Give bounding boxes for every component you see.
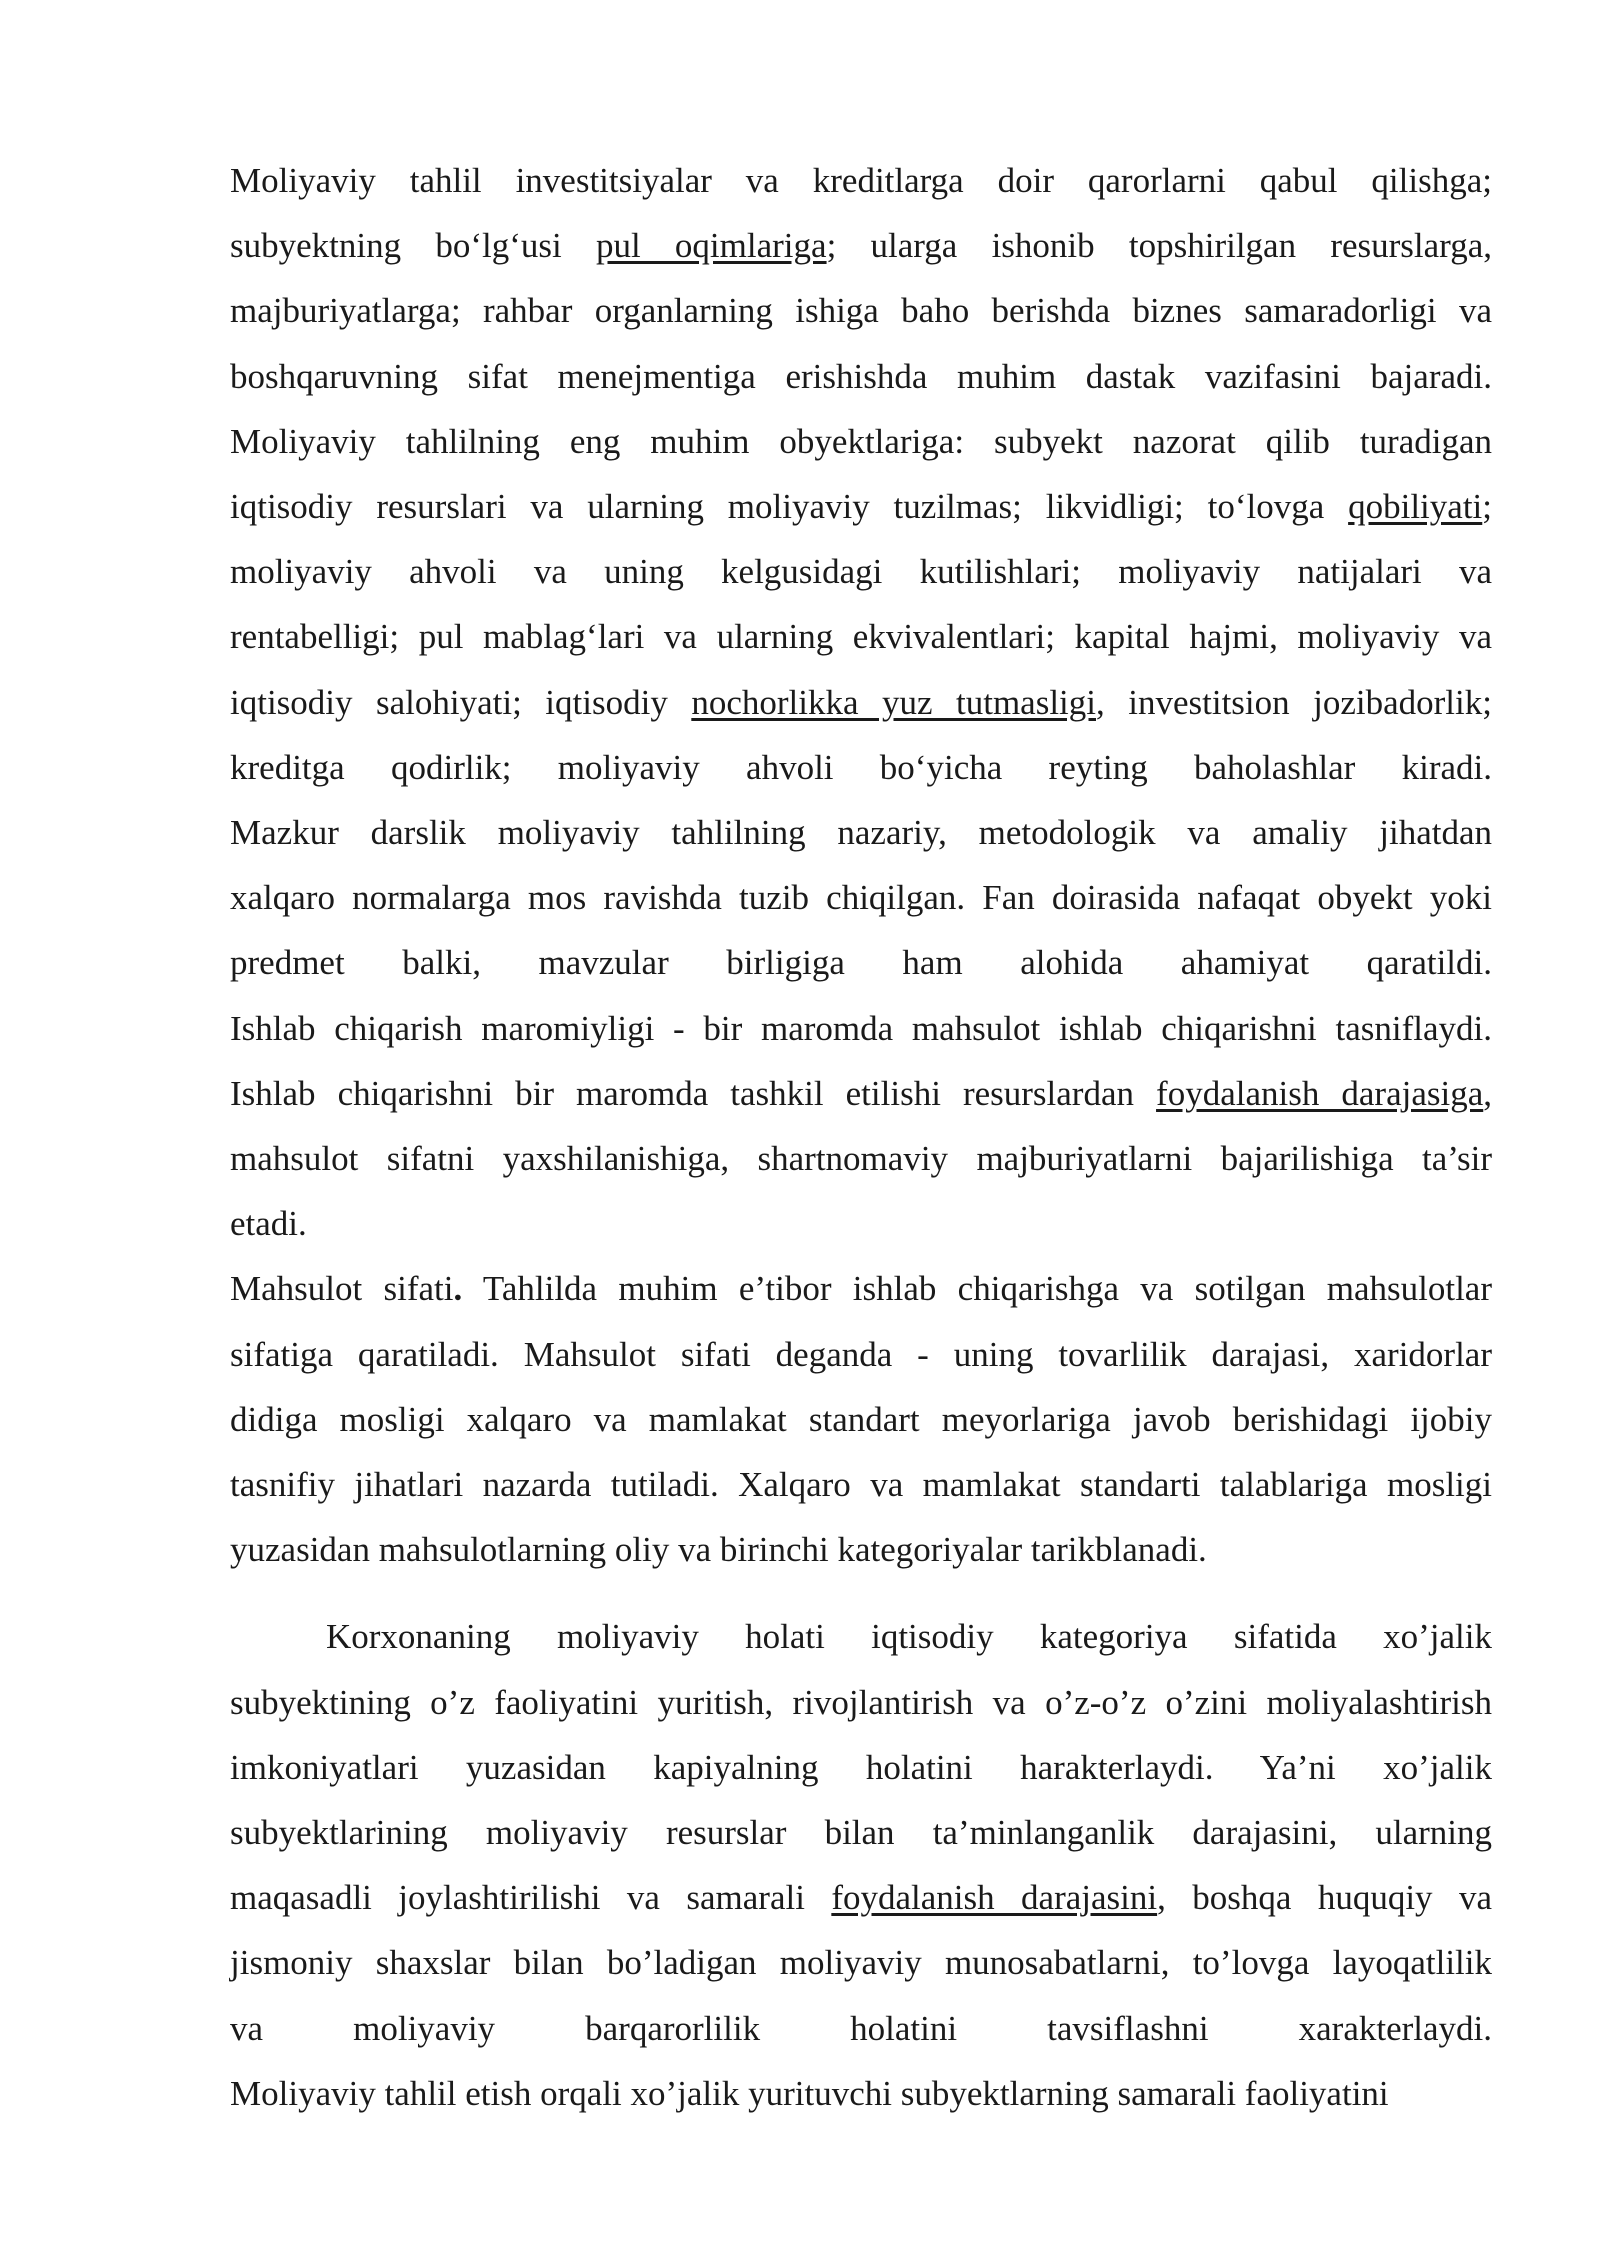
text-line — [230, 604, 1492, 669]
text-run: predmet balki, mavzular birligiga ham alohida ahamiyat qaratildi. — [230, 943, 1492, 983]
text-line — [230, 539, 1492, 604]
text-run: sifatiga qaratiladi. Mahsulot sifati deganda - uning tovarlilik darajasi, xaridorlar — [230, 1334, 1492, 1374]
text-run: imkoniyatlari yuzasidan kapiyalning holatini harakterlaydi. Ya’ni xo’jalik — [230, 1747, 1492, 1787]
text-line — [230, 1126, 1492, 1191]
paragraph — [230, 148, 1492, 1256]
text-line — [230, 1256, 1492, 1321]
text-line — [230, 996, 1492, 1061]
text-run: iqtisodiy resurslari va ularning moliyaviy tuzilmas; likvidligi; to‘lovga — [230, 487, 1349, 527]
text-line — [230, 344, 1492, 409]
text-line — [230, 1996, 1492, 2061]
text-line — [230, 1865, 1492, 1930]
text-run: didiga mosligi xalqaro va mamlakat standart meyorlariga javob berishidagi ijobiy — [230, 1399, 1492, 1439]
text-line — [230, 865, 1492, 930]
text-line — [230, 1930, 1492, 1995]
text-line — [230, 474, 1492, 539]
text-run: Moliyaviy tahlil etish orqali xo’jalik yurituvchi subyektlarning samarali faoliyatini — [230, 2073, 1389, 2113]
text-run: jismoniy shaxslar bilan bo’ladigan moliyaviy munosabatlarni, to’lovga layoqatlilik — [230, 1943, 1492, 1983]
document-page — [230, 148, 1492, 2126]
text-line — [230, 670, 1492, 735]
text-run: Moliyaviy tahlil investitsiyalar va kreditlarga doir qarorlarni qabul qilishga; — [230, 161, 1492, 200]
text-line — [230, 409, 1492, 474]
text-run: boshqaruvning sifat menejmentiga erishishda muhim dastak vazifasini bajaradi. — [230, 356, 1492, 396]
text-run: xalqaro normalarga mos ravishda tuzib chiqilgan. Fan doirasida nafaqat obyekt yoki — [230, 878, 1492, 918]
text-run: maqasadli joylashtirilishi va samarali — [230, 1878, 832, 1918]
text-run: , boshqa huquqiy va — [1157, 1878, 1492, 1918]
text-run: subyektning bo‘lg‘usi — [230, 226, 596, 266]
underlined-term: foydalanish darajasini — [831, 1878, 1158, 1918]
text-line — [230, 2061, 1492, 2126]
text-run: rentabelligi; pul mablag‘lari va ularning ekvivalentlari; kapital hajmi, moliyaviy va — [230, 617, 1492, 657]
text-run: mahsulot sifatni yaxshilanishiga, shartnomaviy majburiyatlarni bajarilishiga ta’sir — [230, 1139, 1492, 1179]
text-run: Tahlilda muhim e’tibor ishlab chiqarishga va sotilgan mahsulotlar — [462, 1269, 1492, 1309]
text-run: moliyaviy ahvoli va uning kelgusidagi kutilishlari; moliyaviy natijalari va — [230, 552, 1492, 592]
bold-run: . — [453, 1269, 463, 1309]
text-run: Ishlab chiqarish maromiyligi - bir maromda mahsulot ishlab chiqarishni tasniflaydi. — [230, 1008, 1492, 1048]
text-line — [230, 1735, 1492, 1800]
text-run: Korxonaning moliyaviy holati iqtisodiy kategoriya sifatida xo’jalik — [326, 1617, 1492, 1657]
text-line — [230, 1191, 1492, 1256]
text-run: subyektining o’z faoliyatini yuritish, rivojlantirish va o’z-o’z o’zini moliyalashtirish — [230, 1682, 1492, 1722]
text-line — [230, 1670, 1492, 1735]
text-run: , investitsion jozibadorlik; — [1096, 682, 1492, 722]
text-run: Mazkur darslik moliyaviy tahlilning nazariy, metodologik va amaliy jihatdan — [230, 813, 1492, 853]
text-run: ; ularga ishonib topshirilgan resurslarga, — [826, 226, 1492, 266]
paragraph — [230, 1256, 1492, 1582]
text-run: yuzasidan mahsulotlarning oliy va birinchi kategoriyalar tarikblanadi. — [230, 1530, 1207, 1570]
text-run: tasnifiy jihatlari nazarda tutiladi. Xalqaro va mamlakat standarti talablariga mosligi — [230, 1465, 1492, 1505]
text-line — [230, 1604, 1492, 1669]
text-line — [230, 1452, 1492, 1517]
text-run: , — [1483, 1073, 1492, 1113]
text-line — [230, 800, 1492, 865]
underlined-term: nochorlikka yuz tutmasligi — [691, 682, 1096, 722]
text-run: Ishlab chiqarishni bir maromda tashkil etilishi resurslardan — [230, 1073, 1157, 1113]
text-line — [230, 148, 1492, 213]
text-run: va moliyaviy barqarorlilik holatini tavsiflashni xarakterlaydi. — [230, 2008, 1492, 2048]
text-run: subyektlarining moliyaviy resurslar bilan ta’minlanganlik darajasini, ularning — [230, 1813, 1492, 1853]
text-line — [230, 1517, 1492, 1582]
text-line — [230, 1322, 1492, 1387]
text-line — [230, 213, 1492, 278]
text-run: iqtisodiy salohiyati; iqtisodiy — [230, 682, 692, 722]
text-run: majburiyatlarga; rahbar organlarning ishiga baho berishda biznes samaradorligi va — [230, 291, 1492, 331]
paragraph — [230, 1604, 1492, 2126]
text-line — [230, 278, 1492, 343]
underlined-term: qobiliyati — [1348, 487, 1483, 527]
text-line — [230, 930, 1492, 995]
text-run: Mahsulot sifati — [230, 1269, 454, 1309]
underlined-term: foydalanish darajasiga — [1156, 1073, 1484, 1113]
text-run: ; — [1482, 487, 1492, 527]
text-line — [230, 1800, 1492, 1865]
text-run: Moliyaviy tahlilning eng muhim obyektlariga: subyekt nazorat qilib turadigan — [230, 421, 1492, 461]
text-line — [230, 1387, 1492, 1452]
text-run: etadi. — [230, 1204, 307, 1244]
text-run: kreditga qodirlik; moliyaviy ahvoli bo‘yicha reyting baholashlar kiradi. — [230, 747, 1492, 787]
text-line — [230, 735, 1492, 800]
underlined-term: pul oqimlariga — [595, 226, 827, 266]
text-line — [230, 1061, 1492, 1126]
